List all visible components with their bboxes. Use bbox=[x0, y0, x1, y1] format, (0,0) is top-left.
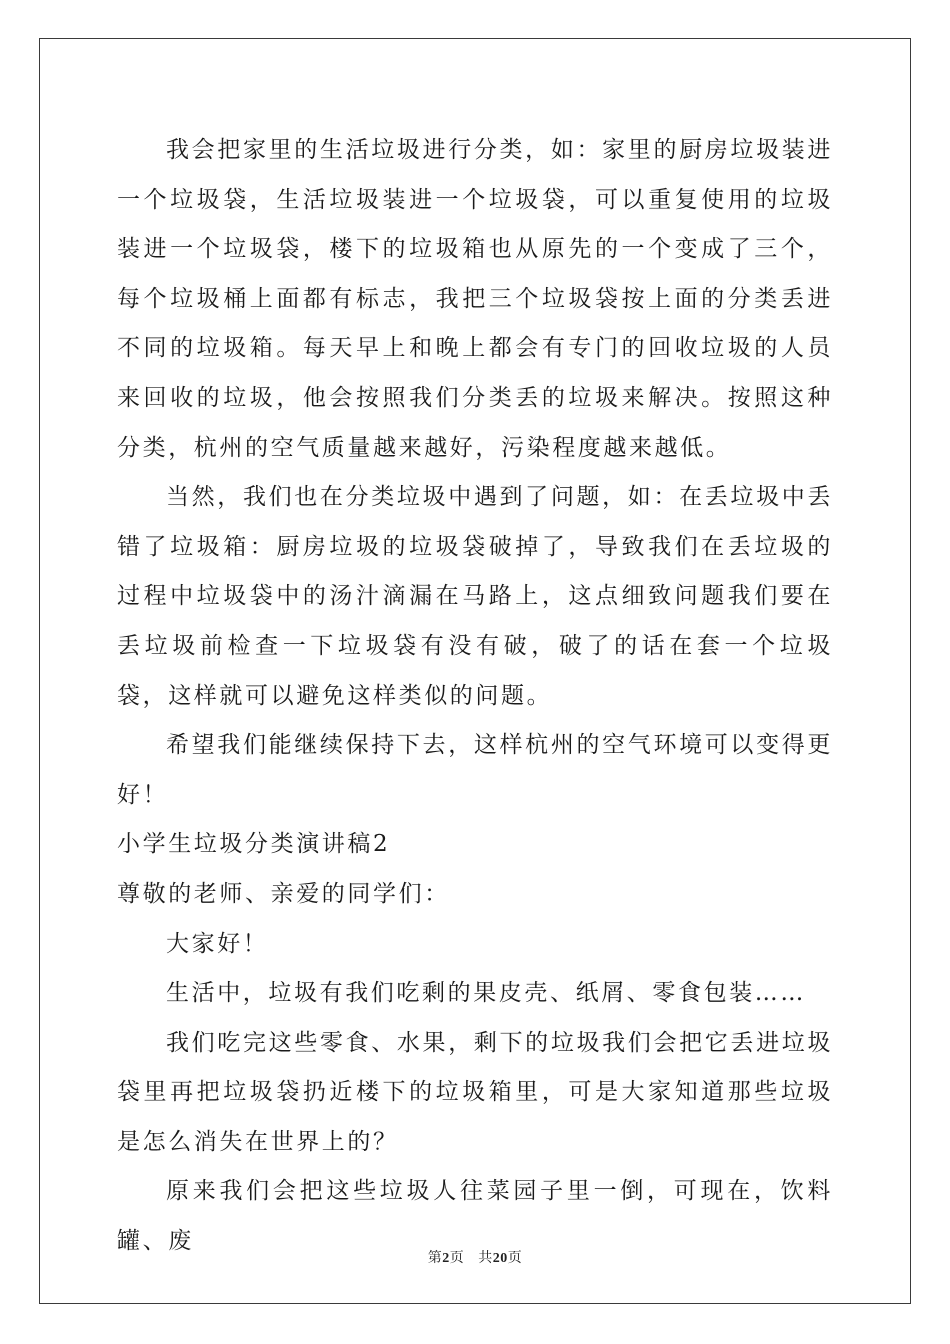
document-body bbox=[117, 126, 833, 1267]
paragraph-4: 生活中，垃圾有我们吃剩的果皮壳、纸屑、零食包装…… bbox=[166, 980, 806, 1007]
greeting: 大家好！ bbox=[166, 930, 269, 957]
page-total: 20 bbox=[492, 1251, 508, 1266]
paragraph-3: 希望我们能继续保持下去，这样杭州的空气环境可以变得更好！ bbox=[117, 732, 833, 808]
page-footer bbox=[0, 1247, 950, 1267]
salutation: 尊敬的老师、亲爱的同学们： bbox=[117, 880, 450, 907]
page-prefix: 第 bbox=[427, 1251, 443, 1266]
paragraph-5: 我们吃完这些零食、水果，剩下的垃圾我们会把它丢进垃圾袋里再把垃圾袋扔近楼下的垃圾箱里，可是大家知道那些垃圾是怎么消失在世界上的？ bbox=[117, 1029, 833, 1155]
paragraph-6: 原来我们会把这些垃圾人往菜园子里一倒，可现在，饮料罐、废 bbox=[117, 1178, 833, 1255]
page-unit: 页 bbox=[449, 1251, 465, 1266]
page-current: 2 bbox=[442, 1251, 450, 1266]
paragraph-2: 当然，我们也在分类垃圾中遇到了问题，如：在丢垃圾中丢错了垃圾箱：厨房垃圾的垃圾袋破掉了，导致我们在丢垃圾的过程中垃圾袋中的汤汁滴漏在马路上，这点细致问题我们要在丢垃圾前检查一下垃圾袋有没有破，破了的话在套一个垃圾袋，这样就可以避免这样类似的问题。 bbox=[117, 484, 833, 709]
total-unit: 页 bbox=[507, 1251, 523, 1266]
paragraph-1: 我会把家里的生活垃圾进行分类，如：家里的厨房垃圾装进一个垃圾袋，生活垃圾装进一个垃圾袋，可以重复使用的垃圾装进一个垃圾袋，楼下的垃圾箱也从原先的一个变成了三个，每个垃圾桶上面都有标志，我把三个垃圾袋按上面的分类丢进不同的垃圾箱。每天早上和晚上都会有专门的回收垃圾的人员来回收的垃圾，他会按照我们分类丢的垃圾来解决。按照这种分类，杭州的空气质量越来越好，污染程度越来越低。 bbox=[117, 137, 833, 461]
total-prefix: 共 bbox=[478, 1251, 493, 1266]
section-title: 小学生垃圾分类演讲稿2 bbox=[117, 831, 391, 858]
